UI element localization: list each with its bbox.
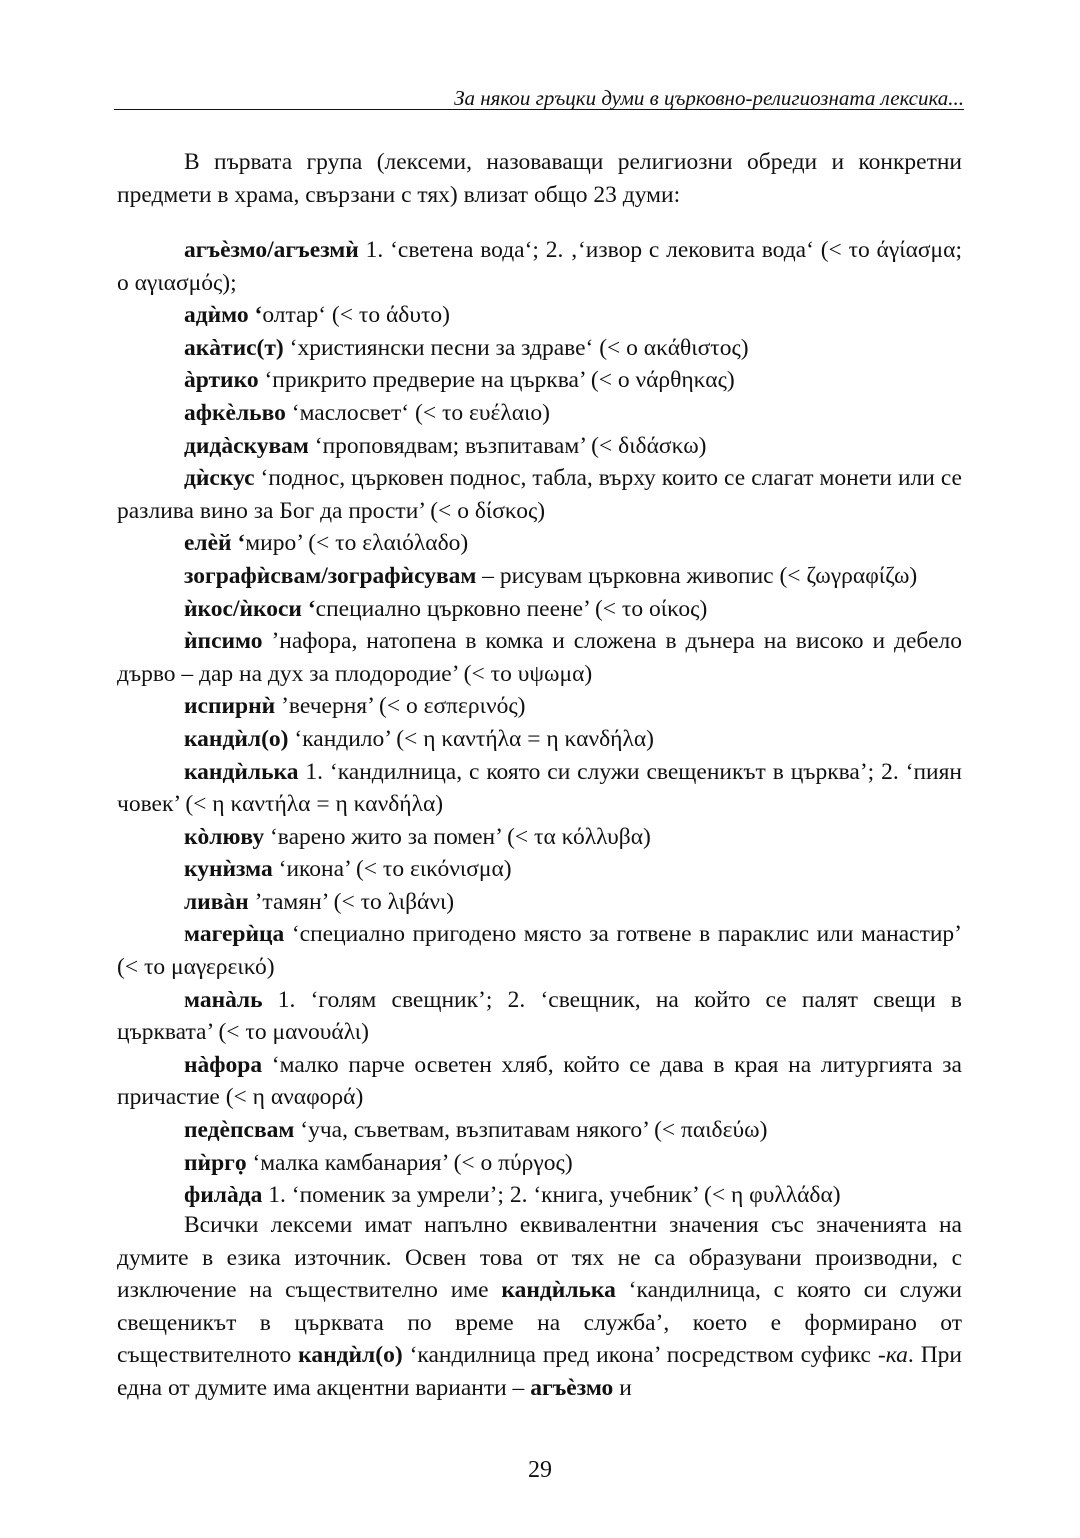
glossary-entry: [117, 527, 962, 560]
glossary-entry: [117, 756, 962, 821]
entry-definition: ‘християнски песни за здраве‘ (< ο ακάθιστος): [283, 334, 749, 361]
entry-term: афкѐльво: [184, 399, 286, 426]
entry-definition: миро’ (< το ελαιόλαδο): [245, 530, 469, 557]
emph-term: кандѝлька: [501, 1277, 616, 1304]
intro-text: В първата група (лексеми, назоваващи религиозни обреди и конкретни предмети в храма, свързани с тях) влизат общо 23 думи:: [117, 149, 962, 208]
entry-term: магерѝца: [184, 921, 285, 948]
glossary-entry: [117, 299, 962, 332]
glossary-entry: [117, 690, 962, 723]
entry-term: кандѝлька: [184, 758, 299, 785]
entry-term: дидàскувам: [184, 432, 309, 459]
entry-definition: – рисувам църковна живопис (< ζωγραφίζω): [476, 562, 918, 589]
entry-definition: ‘малка камбанария’ (< ο πύργος): [246, 1149, 573, 1176]
glossary-entry: [117, 397, 962, 430]
entry-term: зографѝсвам/зографѝсувам: [184, 562, 477, 589]
entry-term: испирнѝ: [184, 693, 276, 720]
glossary-entry: [117, 984, 962, 1049]
glossary-entry: [117, 593, 962, 626]
glossary-list: [117, 234, 962, 1212]
glossary-entry: [117, 332, 962, 365]
glossary-entry: [117, 1147, 962, 1180]
glossary-entry: [117, 1179, 962, 1212]
intro-paragraph: [117, 146, 962, 211]
closing-paragraph: [117, 1209, 962, 1405]
entry-definition: 1. ‘поменик за умрели’; 2. ‘книга, учебник’ (< η φυλλάδα): [262, 1182, 841, 1209]
entry-term: филàда: [184, 1182, 263, 1209]
page-number: 29: [528, 1457, 552, 1483]
entry-term: кандѝл(о): [184, 725, 289, 752]
emph-suffix: -ка: [877, 1342, 908, 1369]
emph-term: агъѐзмо: [530, 1374, 614, 1401]
entry-definition: олтар‘ (< το άδυτο): [262, 302, 450, 329]
running-header: За някои гръцки думи в църковно-религиозната лексика...: [454, 86, 964, 110]
entry-definition: ‘икона’ (< το εικόνισμα): [272, 856, 512, 883]
glossary-entry: [117, 430, 962, 463]
glossary-entry: [117, 723, 962, 756]
entry-term: манàль: [184, 986, 263, 1013]
entry-term: кòлюву: [184, 823, 265, 850]
glossary-entry: [117, 234, 962, 299]
glossary-entry: [117, 1049, 962, 1114]
entry-term: пѝргọ: [184, 1149, 247, 1176]
entry-definition: ‘варено жито за помен’ (< τα κόλλυβα): [264, 823, 651, 850]
entry-definition: ‘поднос, църковен поднос, табла, върху които се слагат монети или се разлива вино за Бог да прости’ (< ο δίσκος): [117, 465, 962, 524]
entry-term: адѝмо ‘: [184, 302, 263, 329]
glossary-entry: [117, 560, 962, 593]
entry-term: акàтис(т): [184, 334, 284, 361]
glossary-entry: [117, 462, 962, 527]
entry-definition: ‘маслосвет‘ (< το ευέλαιο): [285, 399, 550, 426]
entry-term: ѝпсимо: [184, 628, 263, 655]
entry-term: дѝскус: [184, 465, 255, 492]
entry-term: кунѝзма: [184, 856, 273, 883]
entry-definition: ‘проповядвам; възпитавам’ (< διδάσκω): [308, 432, 707, 459]
entry-definition: ’тамян’ (< το λιβάνι): [248, 888, 455, 915]
glossary-entry: [117, 364, 962, 397]
entry-term: елѐй ‘: [184, 530, 246, 557]
entry-definition: ‘малко парче осветен хляб, който се дава в края на литургията за причастие (< η αναφορά): [117, 1051, 962, 1111]
entry-definition: ‘уча, съветвам, възпитавам някого’ (< παιδεύω): [294, 1117, 768, 1144]
entry-definition: специално църковно пеене’ (< το οίκος): [315, 595, 708, 622]
entry-definition: 1. ‘светена вода‘; 2. ‚‘извор с лековита вода‘ (< το άγίασμα; ο αγιασμός);: [117, 237, 962, 296]
glossary-entry: [117, 886, 962, 919]
entry-term: агъѐзмо/агъезмѝ: [184, 237, 359, 263]
glossary-entry: [117, 625, 962, 690]
entry-term: àртико: [184, 367, 259, 394]
entry-term: нàфора: [184, 1051, 263, 1078]
header-rule: [114, 109, 964, 110]
glossary-entry: [117, 853, 962, 886]
entry-definition: 1. ‘голям свещник’; 2. ‘свещник, на който се палят свещи в църквата’ (< το μανουάλι): [117, 986, 962, 1046]
glossary-entry: [117, 1114, 962, 1147]
entry-term: ѝкос/ѝкоси ‘: [184, 595, 316, 622]
entry-term: педѐпсвам: [184, 1117, 295, 1144]
entry-definition: ‘специално пригодено място за готвене в параклис или манастир’ (< το μαγερεικό): [117, 921, 962, 981]
entry-definition: 1. ‘кандилница, с която си служи свещеникът в църква’; 2. ‘пиян човек’ (< η καντήλα = η κανδήλα): [117, 758, 962, 818]
glossary-entry: [117, 918, 962, 983]
entry-definition: ‘кандило’ (< η καντήλα = η κανδήλα): [288, 725, 655, 752]
entry-definition: ’вечерня’ (< ο εσπερινός): [275, 693, 526, 720]
closing-text: Всички лексеми имат напълно еквивалентни значения със значенията на думите в езика източник. Освен това от тях не са образувани производни, с изключение на съществително име кандѝлька ‘кандилница, с която си служи свещеникът в църквата по време на служба’, което е формирано от съществителното кандѝл(о) ‘кандилница пред икона’ посредством суфикс -ка. При една от думите има акцентни варианти – агъѐзмо и: [117, 1212, 962, 1401]
entry-term: ливàн: [184, 888, 249, 915]
entry-definition: ’нафора, натопена в комка и сложена в дънера на високо и дебело дърво – дар на дух за плодородие’ (< το υψωμα): [117, 628, 962, 687]
emph-term: кандѝл(о): [298, 1342, 403, 1369]
entry-definition: ‘прикрито предверие на църква’ (< ο νάρθηκας): [258, 367, 735, 394]
glossary-entry: [117, 821, 962, 854]
